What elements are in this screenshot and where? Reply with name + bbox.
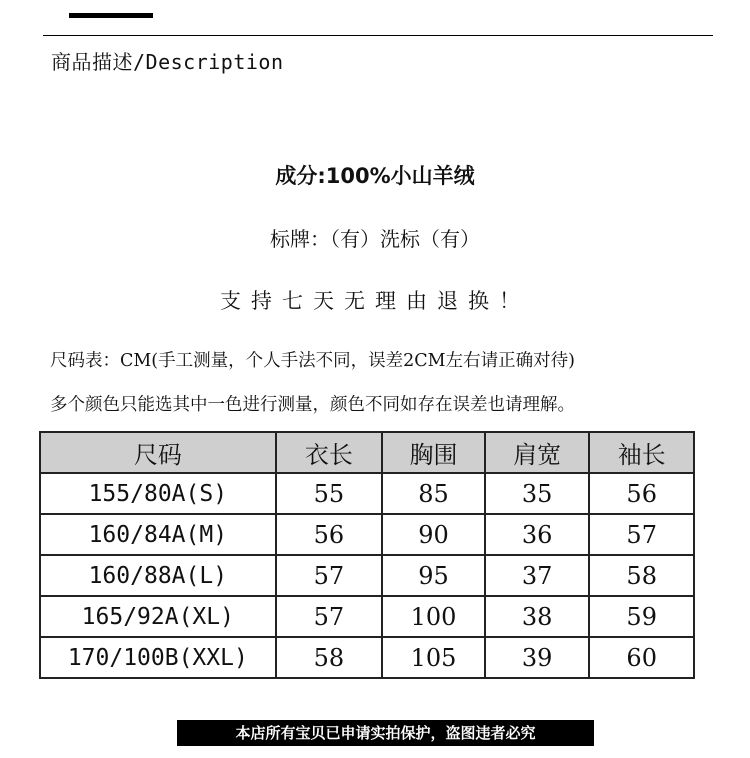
sleeve-cell: 60 [589,637,694,678]
size-cell: 165/92A(XL) [40,596,276,637]
header-length: 衣长 [276,432,383,473]
color-note: 多个颜色只能选其中一色进行测量，颜色不同如存在误差也请理解。 [50,395,575,415]
size-cell: 170/100B(XXL) [40,637,276,678]
shoulder-cell: 35 [485,473,590,514]
length-cell: 58 [276,637,383,678]
title-accent-bar [69,13,153,18]
chest-cell: 100 [382,596,485,637]
table-row [40,514,694,555]
length-cell: 55 [276,473,383,514]
section-title: 商品描述/Description [51,50,284,74]
copyright-banner: 本店所有宝贝已申请实拍保护，盗图违者必究 [177,720,594,746]
table-row [40,637,694,678]
size-table-header [40,432,694,473]
shoulder-cell: 38 [485,596,590,637]
returns-policy: 支持七天无理由退换！ [220,289,530,313]
sleeve-cell: 57 [589,514,694,555]
sleeve-cell: 58 [589,555,694,596]
header-chest: 胸围 [382,432,485,473]
table-row [40,596,694,637]
size-cell: 160/88A(L) [40,555,276,596]
length-cell: 56 [276,514,383,555]
header-sleeve: 袖长 [589,432,694,473]
size-cell: 160/84A(M) [40,514,276,555]
table-row [40,473,694,514]
header-size: 尺码 [40,432,276,473]
size-table [39,431,695,679]
composition-text: 成分:100%小山羊绒 [275,164,475,188]
header-shoulder: 肩宽 [485,432,590,473]
table-row [40,555,694,596]
label-info: 标牌：（有）洗标（有） [270,227,480,251]
length-cell: 57 [276,555,383,596]
length-cell: 57 [276,596,383,637]
chest-cell: 105 [382,637,485,678]
sleeve-cell: 59 [589,596,694,637]
chest-cell: 85 [382,473,485,514]
chest-cell: 90 [382,514,485,555]
shoulder-cell: 36 [485,514,590,555]
shoulder-cell: 39 [485,637,590,678]
section-divider [43,35,713,36]
size-cell: 155/80A(S) [40,473,276,514]
sleeve-cell: 56 [589,473,694,514]
shoulder-cell: 37 [485,555,590,596]
measure-note: 尺码表：CM(手工测量，个人手法不同，误差2CM左右请正确对待) [50,351,575,371]
chest-cell: 95 [382,555,485,596]
